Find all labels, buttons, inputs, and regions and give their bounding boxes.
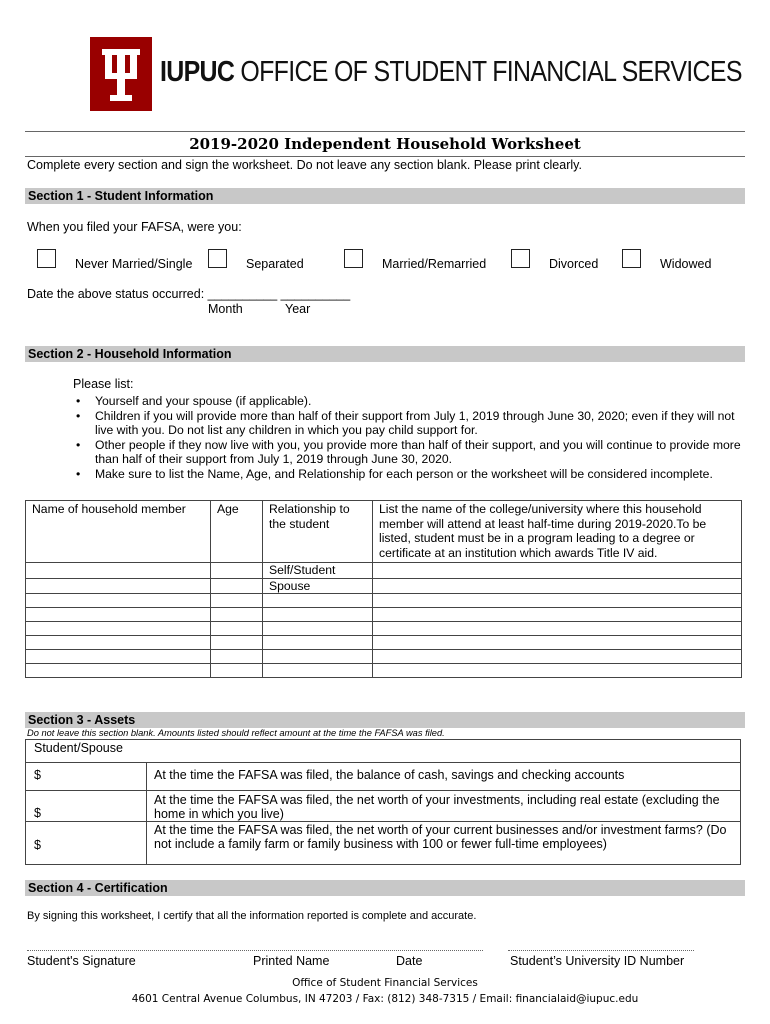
logo-bold-text: IUPUC [160,56,235,88]
id-number-line[interactable] [508,950,694,952]
year-label: Year [285,302,311,316]
section3-heading: Section 3 - Assets [28,713,136,727]
asset-amount-cash[interactable]: $ [34,768,41,782]
table-row [26,622,742,636]
table-row [26,608,742,622]
asset-amount-investments[interactable]: $ [34,806,41,820]
table-row [26,594,742,608]
college-cell[interactable] [373,608,742,622]
signature-line[interactable] [27,950,483,952]
certification-statement: By signing this worksheet, I certify that all the information reported is complete and accurate. [27,910,477,922]
asset-label-cash: At the time the FAFSA was filed, the balance of cash, savings and checking accounts [154,768,625,782]
age-cell[interactable] [211,578,263,594]
college-cell[interactable] [373,563,742,579]
name-cell[interactable] [26,664,211,678]
name-cell[interactable] [26,578,211,594]
assets-note: Do not leave this section blank. Amounts listed should reflect amount at the time the FAFSA was filed. [27,728,445,738]
table-row [26,563,742,579]
section1-heading-band [25,188,745,204]
assets-divider [26,790,740,791]
list-item: • Yourself and your spouse (if applicable). [73,394,745,409]
section2-heading-band [25,346,745,362]
university-id-label: Student’s University ID Number [510,954,685,968]
table-header-row [26,501,742,563]
column-header-college: List the name of the college/university where this household member will attend at least half-time during 2019-2020.To be listed, student must be in a program leading to a degree or certificate at an institution which awards Title IV aid. [373,501,742,563]
table-row [26,636,742,650]
college-cell[interactable] [373,578,742,594]
household-members-table [25,500,742,678]
college-cell[interactable] [373,636,742,650]
office-name-logo [160,56,742,89]
date-label: Date [396,954,423,968]
college-cell[interactable] [373,650,742,664]
assets-divider [26,762,740,763]
checkbox-never-married[interactable] [37,249,56,268]
name-cell[interactable] [26,594,211,608]
page-title: 2019-2020 Independent Household Worksheet [189,135,581,153]
column-header-name: Name of household member [26,501,211,563]
assets-table [25,739,741,865]
relationship-cell[interactable] [263,594,373,608]
relationship-cell[interactable] [263,636,373,650]
logo-rest-text: OFFICE OF STUDENT FINANCIAL SERVICES [234,56,742,88]
relationship-cell[interactable] [263,650,373,664]
age-cell[interactable] [211,563,263,579]
name-cell[interactable] [26,636,211,650]
college-cell[interactable] [373,594,742,608]
section4-heading-band [25,880,745,896]
fafsa-status-question: When you filed your FAFSA, were you: [27,220,242,234]
option-label-separated: Separated [246,257,304,271]
footer-address: 4601 Central Avenue Columbus, IN 47203 / Fax: (812) 348-7315 / Email: financialaid@iupuc.edu [131,993,639,1005]
list-item: • Other people if they now live with you, you provide more than half of their support, and you will continue to provide more than half of their support from July 1, 2019 through June 30, 2020. [73,438,745,467]
checkbox-divorced[interactable] [511,249,530,268]
section2-heading: Section 2 - Household Information [28,347,232,361]
assets-divider [26,821,740,822]
status-date-label: Date the above status occurred: __________ __________ [27,287,351,301]
assets-column-divider [146,762,147,864]
option-label-widowed: Widowed [660,257,712,271]
please-list-label: Please list: [73,377,134,391]
relationship-cell[interactable]: Spouse [263,578,373,594]
footer-office: Office of Student Financial Services [292,977,478,989]
name-cell[interactable] [26,563,211,579]
list-item: • Children if you will provide more than half of their support from July 1, 2019 through June 30, 2020; even if they will not live with you. Do not list any children in which you pay child support for. [73,409,745,438]
title-rule-top [25,131,745,132]
asset-amount-business[interactable]: $ [34,838,41,852]
option-label-never-married: Never Married/Single [75,257,193,271]
iu-trident-logo [90,37,152,111]
name-cell[interactable] [26,622,211,636]
relationship-cell[interactable] [263,608,373,622]
section3-heading-band [25,712,745,728]
assets-column-header: Student/Spouse [34,741,123,755]
column-header-relationship: Relationship to the student [263,501,373,563]
age-cell[interactable] [211,622,263,636]
college-cell[interactable] [373,664,742,678]
relationship-cell[interactable] [263,622,373,636]
column-header-age: Age [211,501,263,563]
household-instructions-list [73,394,745,482]
name-cell[interactable] [26,650,211,664]
signature-label: Student's Signature [27,954,136,968]
instructions-text: Complete every section and sign the worksheet. Do not leave any section blank. Please print clearly. [27,158,582,172]
age-cell[interactable] [211,594,263,608]
age-cell[interactable] [211,608,263,622]
relationship-cell[interactable]: Self/Student [263,563,373,579]
name-cell[interactable] [26,608,211,622]
age-cell[interactable] [211,650,263,664]
age-cell[interactable] [211,636,263,650]
printed-name-label: Printed Name [253,954,330,968]
table-row [26,664,742,678]
checkbox-married[interactable] [344,249,363,268]
month-label: Month [208,302,243,316]
option-label-divorced: Divorced [549,257,599,271]
age-cell[interactable] [211,664,263,678]
section1-heading: Section 1 - Student Information [28,189,214,203]
college-cell[interactable] [373,622,742,636]
asset-label-investments: At the time the FAFSA was filed, the net worth of your investments, including real estate (excluding the home in which you live) [154,793,720,821]
title-rule-bottom [25,156,745,157]
trident-icon [90,37,152,111]
section4-heading: Section 4 - Certification [28,881,168,895]
checkbox-widowed[interactable] [622,249,641,268]
option-label-married: Married/Remarried [382,257,487,271]
table-row [26,578,742,594]
list-item: • Make sure to list the Name, Age, and Relationship for each person or the worksheet will be considered incomplete. [73,467,745,482]
asset-label-business: At the time the FAFSA was filed, the net worth of your current businesses and/or investment farms? (Do not include a family farm or family business with 100 or fewer full-time employees) [154,823,727,851]
table-row [26,650,742,664]
relationship-cell[interactable] [263,664,373,678]
checkbox-separated[interactable] [208,249,227,268]
